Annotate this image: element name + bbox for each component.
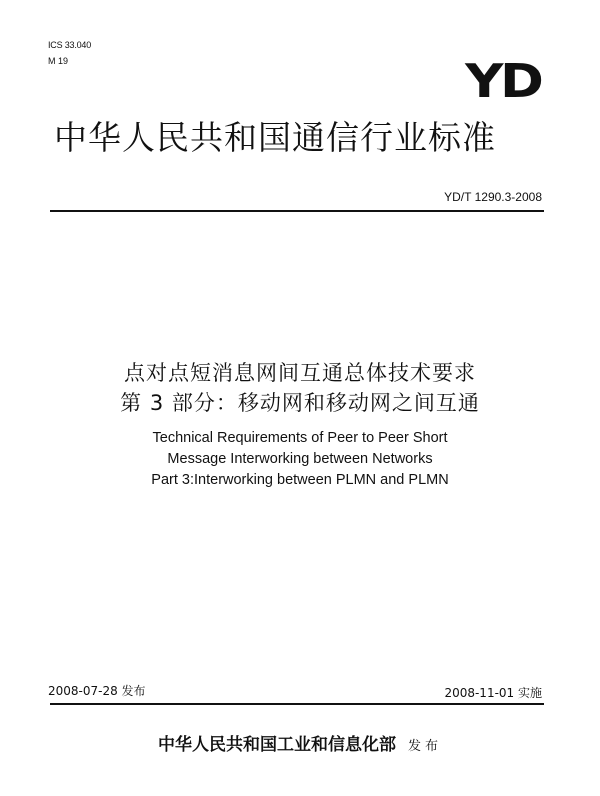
- org-standard-title: 中华人民共和国通信行业标准: [54, 118, 496, 157]
- issue-verb: 发布: [407, 739, 442, 754]
- english-title-line-1: Technical Requirements of Peer to Peer Short: [152, 430, 448, 446]
- ics-code: ICS 33.040: [48, 40, 92, 50]
- chinese-title-line-2: 第 3 部分：移动网和移动网之间互通: [120, 391, 480, 415]
- standard-number: YD/T 1290.3-2008: [444, 190, 542, 204]
- issue-date: 2008-07-28 发布: [48, 684, 146, 698]
- classification-code: M 19: [48, 56, 69, 66]
- effective-date: 2008-11-01 实施: [444, 686, 542, 700]
- yd-logo: YD: [464, 54, 540, 108]
- issuer-block: [0, 734, 600, 758]
- footer-rule: [50, 703, 544, 705]
- header-rule: [50, 210, 544, 212]
- english-title-line-3: Part 3:Interworking between PLMN and PLMN: [151, 472, 449, 488]
- english-title-line-2: Message Interworking between Networks: [167, 451, 433, 467]
- chinese-title-line-1: 点对点短消息网间互通总体技术要求: [124, 361, 476, 385]
- issuer-name: 中华人民共和国工业和信息化部: [157, 735, 396, 755]
